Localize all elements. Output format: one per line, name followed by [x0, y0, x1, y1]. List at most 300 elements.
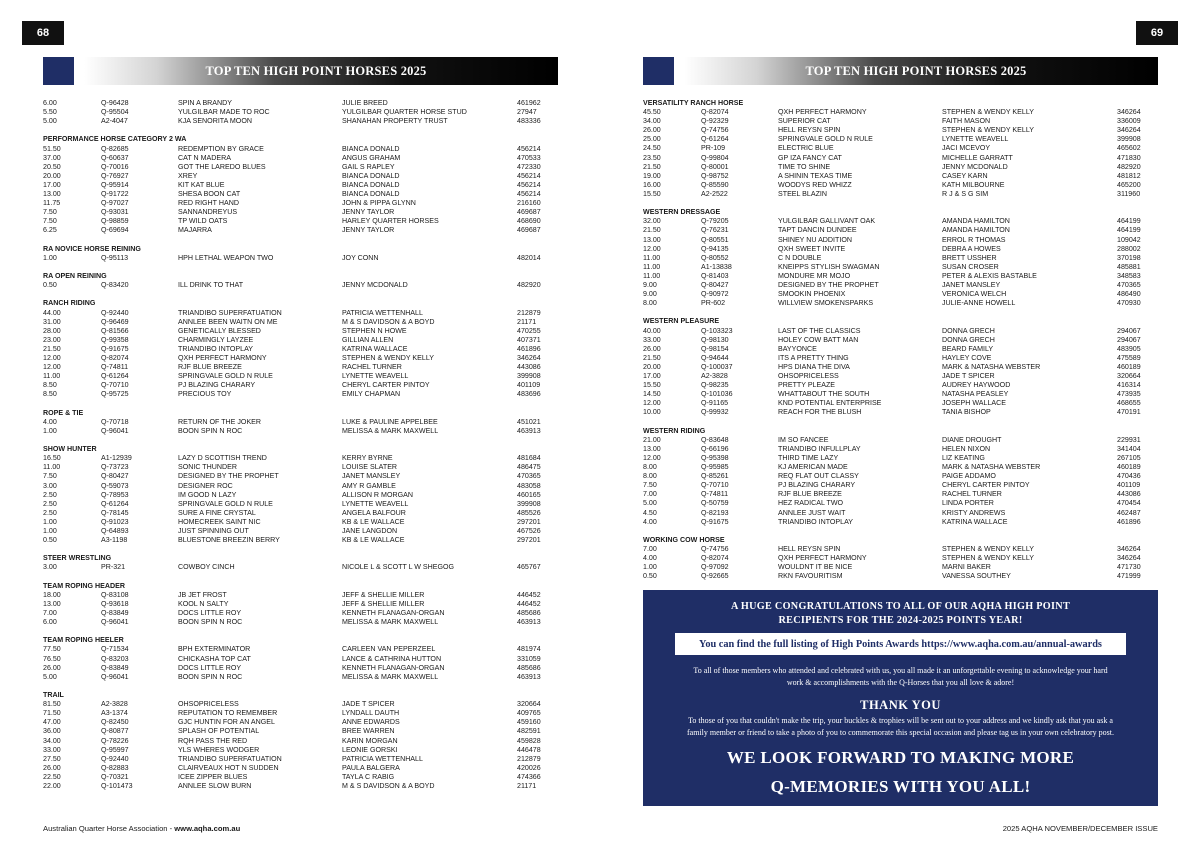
member-number: 288002 — [1117, 244, 1141, 253]
member-number: 216160 — [517, 199, 541, 208]
points: 11.00 — [643, 253, 661, 262]
horse-name: JUST SPINNING OUT — [178, 526, 249, 535]
registration-number: A3-1374 — [101, 709, 128, 718]
registration-number: Q-70710 — [701, 481, 729, 490]
points: 3.00 — [43, 481, 57, 490]
table-row — [43, 454, 543, 463]
registration-number: Q-82193 — [701, 508, 729, 517]
registration-number: Q-94644 — [701, 353, 729, 362]
member-number: 470365 — [517, 472, 541, 481]
points: 19.00 — [643, 171, 661, 180]
points: 24.50 — [643, 144, 661, 153]
owner-name: AMANDA HAMILTON — [942, 217, 1010, 226]
points: 4.00 — [643, 517, 657, 526]
owner-name: M & S DAVIDSON & A BOYD — [342, 781, 435, 790]
registration-number: Q-95997 — [101, 745, 129, 754]
horse-name: PRECIOUS TOY — [178, 390, 232, 399]
member-number: 346264 — [1117, 554, 1141, 563]
section-heading: RANCH RIDING — [43, 299, 96, 308]
section-heading: TRAIL — [43, 691, 64, 700]
registration-number: Q-99932 — [701, 408, 729, 417]
member-number: 469687 — [517, 226, 541, 235]
registration-number: Q-98154 — [701, 344, 729, 353]
registration-number: Q-74811 — [101, 363, 129, 372]
registration-number: Q-76231 — [701, 226, 729, 235]
table-row — [43, 664, 543, 673]
points: 7.50 — [43, 472, 57, 481]
owner-name: JANE LANGDON — [342, 526, 398, 535]
member-number: 443086 — [1117, 490, 1141, 499]
table-row — [43, 217, 543, 226]
horse-name: SMOOKIN PHOENIX — [778, 290, 846, 299]
member-number: 297201 — [517, 517, 541, 526]
table-row — [643, 272, 1143, 281]
horse-name: CAT N MADERA — [178, 153, 231, 162]
registration-number: A1-12939 — [101, 454, 132, 463]
registration-number: Q-90972 — [701, 290, 729, 299]
owner-name: VANESSA SOUTHEY — [942, 572, 1011, 581]
points: 13.00 — [43, 190, 61, 199]
table-row — [43, 190, 543, 199]
owner-name: JEFF & SHELLIE MILLER — [342, 590, 425, 599]
registration-number: Q-78953 — [101, 490, 129, 499]
member-number: 461896 — [1117, 517, 1141, 526]
registration-number: Q-96041 — [101, 426, 129, 435]
registration-number: Q-91023 — [101, 517, 129, 526]
horse-name: REDEMPTION BY GRACE — [178, 144, 264, 153]
table-row — [43, 700, 543, 709]
registration-number: Q-64893 — [101, 526, 129, 535]
member-number: 485526 — [517, 508, 541, 517]
registration-number: Q-99358 — [101, 335, 129, 344]
member-number: 483696 — [517, 390, 541, 399]
table-row — [43, 709, 543, 718]
owner-name: PATRICIA WETTENHALL — [342, 754, 423, 763]
points: 8.50 — [43, 390, 57, 399]
table-row — [43, 117, 543, 126]
points: 12.00 — [643, 244, 661, 253]
registration-number: Q-70710 — [101, 381, 129, 390]
member-number: 267105 — [1117, 453, 1141, 462]
table-row — [643, 299, 1143, 308]
table-row — [643, 354, 1143, 363]
registration-number: PR-321 — [101, 563, 126, 572]
celebration-paragraph: To all of those members who attended and celebrated with us, you all made it an unforgettable evening to acknowledge your hard work & accomplishments with the Q-Horses that you all love & adore! — [693, 666, 1108, 687]
horse-name: BPH EXTERMINATOR — [178, 645, 251, 654]
registration-number: Q-74756 — [701, 126, 729, 135]
horse-name: HPS DIANA THE DIVA — [778, 362, 850, 371]
section-banner — [643, 57, 1158, 85]
member-number: 470365 — [1117, 280, 1141, 289]
owner-name: LOUISE SLATER — [342, 463, 398, 472]
horse-name: SPRINGVALE GOLD N RULE — [178, 499, 273, 508]
member-number: 294067 — [1117, 335, 1141, 344]
awards-link[interactable]: You can find the full listing of High Points Awards https://www.aqha.com.au/annual-awards — [675, 633, 1126, 655]
points: 6.00 — [43, 618, 57, 627]
member-number: 470454 — [1117, 499, 1141, 508]
member-number: 485686 — [517, 609, 541, 617]
owner-name: NICOLE L & SCOTT L W SHEGOG — [342, 563, 455, 572]
horse-name: SONIC THUNDER — [178, 463, 237, 472]
points: 26.00 — [43, 763, 61, 772]
points: 1.00 — [643, 563, 657, 572]
points: 3.00 — [43, 563, 57, 572]
horse-name: REPUTATION TO REMEMBER — [178, 709, 278, 718]
owner-name: CASEY KARN — [942, 171, 988, 180]
owner-name: ANGELA BALFOUR — [342, 508, 406, 517]
horse-name: TAPT DANCIN DUNDEE — [778, 226, 857, 235]
table-row — [43, 500, 543, 509]
member-number: 472330 — [517, 162, 541, 171]
owner-name: LIZ KEATING — [942, 453, 985, 462]
horse-name: GJC HUNTIN FOR AN ANGEL — [178, 718, 275, 727]
table-row — [643, 281, 1143, 290]
horse-name: YLS WHERES WODGER — [178, 745, 260, 754]
registration-number: Q-91675 — [101, 344, 129, 353]
member-number: 456214 — [517, 144, 541, 153]
points: 12.00 — [643, 399, 661, 408]
registration-number: Q-96041 — [101, 618, 129, 627]
points: 7.00 — [643, 544, 657, 553]
points: 44.00 — [43, 308, 61, 317]
horse-name: RJF BLUE BREEZE — [178, 363, 242, 372]
horse-name: KND POTENTIAL ENTERPRISE — [778, 399, 882, 408]
registration-number: Q-74811 — [701, 490, 729, 499]
registration-number: Q-101036 — [701, 390, 733, 399]
table-row — [643, 463, 1143, 472]
horse-name: RED RIGHT HAND — [178, 199, 239, 208]
points: 7.00 — [643, 490, 657, 499]
table-row — [43, 600, 543, 609]
section-heading: WESTERN RIDING — [643, 426, 706, 435]
owner-name: LANCE & CATHRINA HUTTON — [342, 654, 442, 663]
points: 2.50 — [43, 490, 57, 499]
points: 21.50 — [643, 162, 661, 171]
horse-name: IM GOOD N LAZY — [178, 490, 237, 499]
owner-name: STEPHEN & WENDY KELLY — [942, 108, 1034, 117]
member-number: 483336 — [517, 117, 541, 126]
horse-name: BOON SPIN N ROC — [178, 618, 243, 627]
section-heading: TEAM ROPING HEADER — [43, 581, 125, 590]
owner-name: JENNY MCDONALD — [942, 162, 1008, 171]
owner-name: BIANCA DONALD — [342, 180, 400, 189]
owner-name: GAIL S RAPLEY — [342, 162, 395, 171]
registration-number: Q-69694 — [101, 226, 129, 235]
owner-name: ALLISON R MORGAN — [342, 490, 413, 499]
table-row — [43, 472, 543, 481]
points: 6.25 — [43, 226, 57, 235]
footer-issue: 2025 AQHA NOVEMBER/DECEMBER ISSUE — [1002, 824, 1158, 833]
table-row — [643, 117, 1143, 126]
table-row — [643, 399, 1143, 408]
registration-number: Q-50759 — [701, 499, 729, 508]
registration-number: Q-96428 — [101, 99, 129, 107]
registration-number: Q-81566 — [101, 326, 129, 335]
points: 20.50 — [43, 162, 61, 171]
points: 26.00 — [643, 344, 661, 353]
registration-number: Q-83849 — [101, 609, 129, 617]
table-row — [43, 354, 543, 363]
member-number: 370198 — [1117, 253, 1141, 262]
points: 11.00 — [643, 271, 661, 280]
registration-number: Q-73723 — [101, 463, 129, 472]
congrats-headline-1: A HUGE CONGRATULATIONS TO ALL OF OUR AQHA HIGH POINT — [730, 601, 1071, 612]
registration-number: Q-95914 — [101, 180, 129, 189]
table-row — [43, 491, 543, 500]
high-point-table — [643, 99, 1143, 581]
horse-name: CLAIRVEAUX HOT N SUDDEN — [178, 763, 279, 772]
registration-number: Q-95504 — [101, 108, 129, 117]
table-row — [643, 144, 1143, 153]
table-row — [43, 336, 543, 345]
horse-name: DESIGNED BY THE PROPHET — [178, 472, 279, 481]
member-number: 456214 — [517, 180, 541, 189]
member-number: 467526 — [517, 526, 541, 535]
owner-name: HARLEY QUARTER HORSES — [342, 217, 439, 226]
points: 0.50 — [643, 572, 657, 581]
horse-name: ITS A PRETTY THING — [778, 353, 849, 362]
section-heading: RA OPEN REINING — [43, 272, 107, 281]
points: 37.00 — [43, 153, 61, 162]
points: 26.00 — [43, 663, 61, 672]
member-number: 461896 — [517, 344, 541, 353]
registration-number: Q-92440 — [101, 308, 129, 317]
registration-number: Q-96041 — [101, 672, 129, 681]
table-row — [643, 390, 1143, 399]
table-row — [643, 263, 1143, 272]
member-number: 409765 — [517, 709, 541, 718]
points: 18.00 — [43, 590, 61, 599]
owner-name: MARK & NATASHA WEBSTER — [942, 463, 1041, 472]
closing-line-2: Q-MEMORIES WITH YOU ALL! — [770, 777, 1031, 796]
table-row — [643, 345, 1143, 354]
table-row — [43, 108, 543, 117]
points: 28.00 — [43, 326, 61, 335]
member-number: 463913 — [517, 618, 541, 627]
horse-name: RJF BLUE BREEZE — [778, 490, 842, 499]
registration-number: Q-70321 — [101, 772, 129, 781]
member-number: 470255 — [517, 326, 541, 335]
table-row — [43, 746, 543, 755]
section-heading: VERSATILITY RANCH HORSE — [643, 99, 744, 107]
horse-name: WOODYS RED WHIZZ — [778, 180, 852, 189]
table-row — [43, 518, 543, 527]
registration-number: Q-93618 — [101, 599, 129, 608]
horse-name: KJ AMERICAN MADE — [778, 463, 848, 472]
points: 13.00 — [643, 444, 661, 453]
horse-name: WHATTABOUT THE SOUTH — [778, 390, 870, 399]
registration-number: Q-78145 — [101, 508, 129, 517]
horse-name: ILL DRINK TO THAT — [178, 281, 244, 290]
registration-number: Q-101473 — [101, 781, 133, 790]
member-number: 294067 — [1117, 326, 1141, 335]
member-number: 482920 — [517, 281, 541, 290]
owner-name: KENNETH FLANAGAN-ORGAN — [342, 609, 445, 617]
member-number: 470191 — [1117, 408, 1141, 417]
table-row — [43, 390, 543, 399]
registration-number: Q-81403 — [701, 271, 729, 280]
owner-name: MARK & NATASHA WEBSTER — [942, 362, 1041, 371]
trophy-paragraph: To those of you that couldn't make the trip, your buckles & trophies will be sent out to your address and we kindly ask that you ask a family member or friend to take a photo of you to commemorate this special occasion and please tag us in your own celebratory post. — [687, 716, 1114, 737]
registration-number: Q-95725 — [101, 390, 129, 399]
owner-name: FAITH MASON — [942, 117, 991, 126]
owner-name: KERRY BYRNE — [342, 454, 393, 463]
member-number: 481684 — [517, 454, 541, 463]
horse-name: TRIANDIBO SUPERFATUATION — [178, 754, 282, 763]
closing-line-1: WE LOOK FORWARD TO MAKING MORE — [726, 748, 1075, 767]
points: 11.00 — [43, 463, 61, 472]
horse-name: XREY — [178, 171, 198, 180]
owner-name: JOSEPH WALLACE — [942, 399, 1006, 408]
points: 4.00 — [643, 554, 657, 563]
owner-name: PETER & ALEXIS BASTABLE — [942, 271, 1037, 280]
points: 8.00 — [643, 472, 657, 481]
member-number: 485881 — [1117, 262, 1141, 271]
member-number: 446452 — [517, 590, 541, 599]
horse-name: DOCS LITTLE ROY — [178, 663, 242, 672]
table-row — [643, 108, 1143, 117]
table-row — [43, 718, 543, 727]
banner-accent — [43, 57, 74, 85]
section-heading: PERFORMANCE HORSE CATEGORY 2 WA — [43, 135, 187, 144]
footer — [1003, 824, 1158, 833]
table-row — [643, 290, 1143, 299]
member-number: 346264 — [1117, 544, 1141, 553]
points: 1.00 — [43, 253, 57, 262]
horse-name: TRIANDIBO SUPERFATUATION — [178, 308, 282, 317]
table-row — [643, 518, 1143, 527]
horse-name: STEEL BLAZIN — [778, 189, 828, 198]
owner-name: VERONICA WELCH — [942, 290, 1007, 299]
registration-number: Q-82685 — [101, 144, 129, 153]
registration-number: Q-92665 — [701, 572, 729, 581]
owner-name: PAULA BALGERA — [342, 763, 400, 772]
owner-name: DONNA GRECH — [942, 326, 995, 335]
table-row — [43, 345, 543, 354]
member-number: 471730 — [1117, 563, 1141, 572]
section-heading: WESTERN PLEASURE — [643, 317, 720, 326]
owner-name: MELISSA & MARK MAXWELL — [342, 618, 439, 627]
section-heading: SHOW HUNTER — [43, 445, 97, 454]
owner-name: BIANCA DONALD — [342, 190, 400, 199]
member-number: 399908 — [517, 372, 541, 381]
owner-name: BRETT USSHER — [942, 253, 997, 262]
registration-number: Q-83420 — [101, 281, 129, 290]
points: 11.75 — [43, 199, 61, 208]
horse-name: MAJARRA — [178, 226, 212, 235]
owner-name: BEARD FAMILY — [942, 344, 994, 353]
member-number: 481974 — [517, 645, 541, 654]
horse-name: BAYYONCE — [778, 344, 817, 353]
points: 34.00 — [43, 736, 61, 745]
owner-name: KARIN MORGAN — [342, 736, 398, 745]
owner-name: CHERYL CARTER PINTOY — [942, 481, 1030, 490]
registration-number: Q-83108 — [101, 590, 129, 599]
member-number: 348583 — [1117, 271, 1141, 280]
table-row — [643, 163, 1143, 172]
horse-name: ANNLEE JUST WAIT — [778, 508, 846, 517]
table-row — [43, 655, 543, 664]
points: 5.00 — [643, 499, 657, 508]
horse-name: ICEE ZIPPER BLUES — [178, 772, 248, 781]
section-heading: WESTERN DRESSAGE — [643, 208, 721, 217]
banner-title: TOP TEN HIGH POINT HORSES 2025 — [805, 63, 1027, 78]
points: 5.00 — [43, 117, 57, 126]
owner-name: DEBRA A HOWES — [942, 244, 1001, 253]
horse-name: BOON SPIN N ROC — [178, 426, 243, 435]
registration-number: Q-61264 — [101, 372, 129, 381]
points: 36.00 — [43, 727, 61, 736]
horse-name: SPIN A BRANDY — [178, 99, 233, 107]
horse-name: HEZ RADICAL TWO — [778, 499, 844, 508]
owner-name: AMY R GAMBLE — [342, 481, 396, 490]
member-number: 468655 — [1117, 399, 1141, 408]
table-row — [43, 363, 543, 372]
page-number: 68 — [22, 21, 64, 45]
horse-name: SPRINGVALE GOLD N RULE — [178, 372, 273, 381]
horse-name: THIRD TIME LAZY — [778, 453, 839, 462]
points: 4.50 — [643, 508, 657, 517]
member-number: 463913 — [517, 426, 541, 435]
owner-name: CHERYL CARTER PINTOY — [342, 381, 430, 390]
table-row — [43, 645, 543, 654]
member-number: 399908 — [517, 499, 541, 508]
points: 12.00 — [43, 354, 61, 362]
registration-number: Q-60637 — [101, 153, 129, 162]
registration-number: Q-97092 — [701, 563, 729, 572]
member-number: 485686 — [517, 663, 541, 672]
points: 16.00 — [643, 180, 661, 189]
section-heading: ROPE & TIE — [43, 408, 84, 417]
points: 0.50 — [43, 536, 57, 545]
owner-name: STEPHEN & WENDY KELLY — [942, 544, 1034, 553]
registration-number: Q-95398 — [701, 453, 729, 462]
points: 20.00 — [43, 171, 61, 180]
points: 71.50 — [43, 709, 61, 718]
section-banner — [43, 57, 558, 85]
member-number: 475589 — [1117, 353, 1141, 362]
points: 0.50 — [43, 281, 57, 290]
points: 21.50 — [643, 226, 661, 235]
member-number: 336009 — [1117, 117, 1141, 126]
registration-number: PR-109 — [701, 144, 726, 153]
owner-name: DIANE DROUGHT — [942, 435, 1002, 444]
registration-number: Q-82074 — [701, 108, 729, 117]
horse-name: LAZY D SCOTTISH TREND — [178, 454, 267, 463]
horse-name: DOCS LITTLE ROY — [178, 609, 242, 617]
points: 11.00 — [43, 372, 61, 381]
owner-name: NATASHA PEASLEY — [942, 390, 1009, 399]
owner-name: TAYLA C RABIG — [342, 772, 395, 781]
registration-number: Q-70718 — [101, 417, 129, 426]
table-row — [43, 509, 543, 518]
registration-number: Q-59073 — [101, 481, 129, 490]
horse-name: TIME TO SHINE — [778, 162, 831, 171]
table-row — [43, 764, 543, 773]
owner-name: JADE T SPICER — [942, 372, 995, 380]
horse-name: REACH FOR THE BLUSH — [778, 408, 862, 417]
owner-name: GILLIAN ALLEN — [342, 335, 394, 344]
points: 22.50 — [43, 772, 61, 781]
horse-name: QXH PERFECT HARMONY — [778, 108, 867, 117]
owner-name: AUDREY HAYWOOD — [942, 381, 1011, 390]
member-number: 481812 — [1117, 171, 1141, 180]
table-row — [643, 126, 1143, 135]
points: 2.50 — [43, 508, 57, 517]
horse-name: SHESA BOON CAT — [178, 190, 241, 199]
registration-number: Q-80427 — [101, 472, 129, 481]
owner-name: MELISSA & MARK MAXWELL — [342, 426, 439, 435]
